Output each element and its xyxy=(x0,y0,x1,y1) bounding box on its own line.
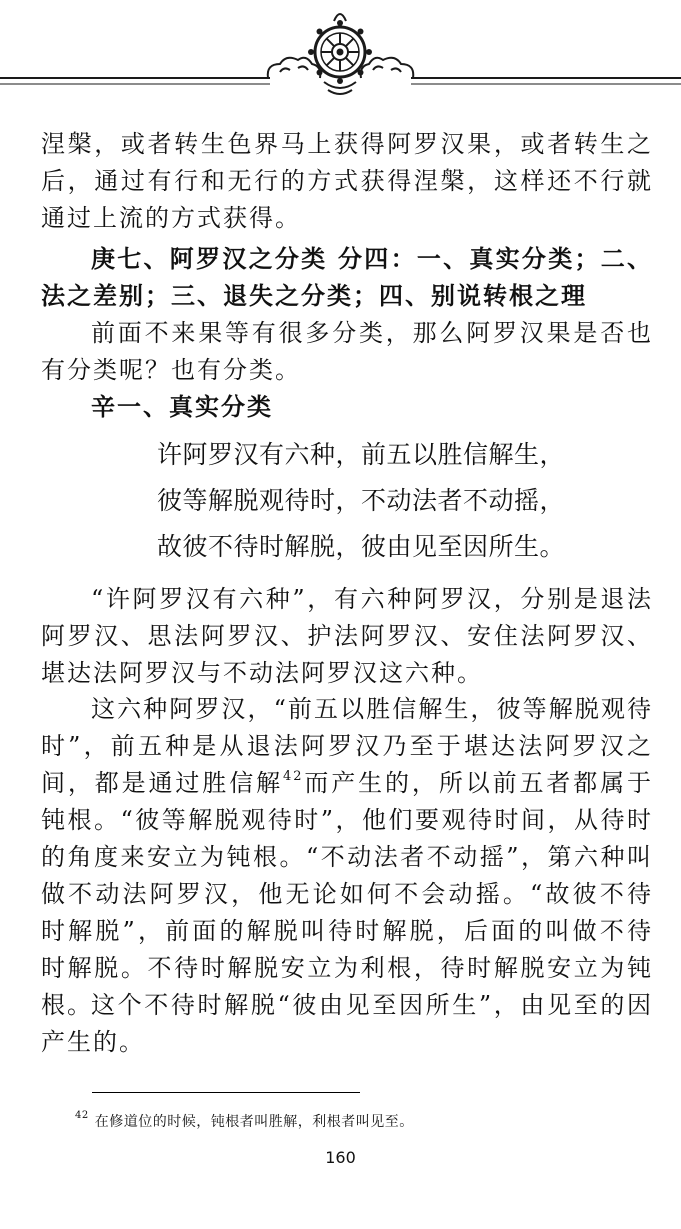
body-paragraph: 涅槃，或者转生色界马上获得阿罗汉果，或者转生之后，通过有行和无行的方式获得涅槃，这样还不行就通过上流的方式获得。 xyxy=(41,130,653,232)
verse-line: 彼等解脱观待时，不动法者不动摇， xyxy=(157,486,566,515)
page-header-ornament xyxy=(0,0,681,110)
footnote-reference[interactable]: 42 xyxy=(282,769,304,784)
section-heading: 庚七、阿罗汉之分类 分四：一、真实分类；二、法之差别；三、退失之分类；四、别说转根之理 xyxy=(41,245,653,310)
dharma-wheel-icon xyxy=(0,0,681,110)
verse-line: 故彼不待时解脱，彼由见至因所生。 xyxy=(157,532,566,561)
commentary-text: 这六种阿罗汉，“前五以胜信解生，彼等解脱观待时”，前五种是从退法阿罗汉乃至于堪达法阿罗汉之间，都是通过胜信解 xyxy=(41,695,653,797)
verse-line: 许阿罗汉有六种，前五以胜信解生， xyxy=(157,440,566,469)
footnote-text: 在修道位的时候，钝根者叫胜解，利根者叫见至。 xyxy=(94,1114,414,1130)
footnote-divider xyxy=(92,1092,360,1093)
footnote xyxy=(75,1111,414,1131)
subsection-heading: 辛一、真实分类 xyxy=(91,393,273,421)
footnote-number: 42 xyxy=(75,1110,89,1122)
commentary-paragraph xyxy=(41,691,653,1024)
commentary-paragraph: 这个不待时解脱“彼由见至因所生”，由见至的因产生的。 xyxy=(41,991,653,1056)
commentary-text: 而产生的，所以前五者都属于钝根。“彼等解脱观待时”，他们要观待时间，从待时的角度来安立为钝根。“不动法者不动摇”，第六种叫做不动法阿罗汉，他无论如何不会动摇。“故彼不待时解脱”，前面的解脱叫待时解脱，后面的叫做不待时解脱。不待时解脱安立为利根，待时解脱安立为钝根。 xyxy=(41,769,654,1019)
body-paragraph: 前面不来果等有很多分类，那么阿罗汉果是否也有分类呢？也有分类。 xyxy=(41,319,653,384)
page-number: 160 xyxy=(325,1148,356,1167)
commentary-paragraph: “许阿罗汉有六种”，有六种阿罗汉，分别是退法阿罗汉、思法阿罗汉、护法阿罗汉、安住法阿罗汉、堪达法阿罗汉与不动法阿罗汉这六种。 xyxy=(41,585,653,687)
